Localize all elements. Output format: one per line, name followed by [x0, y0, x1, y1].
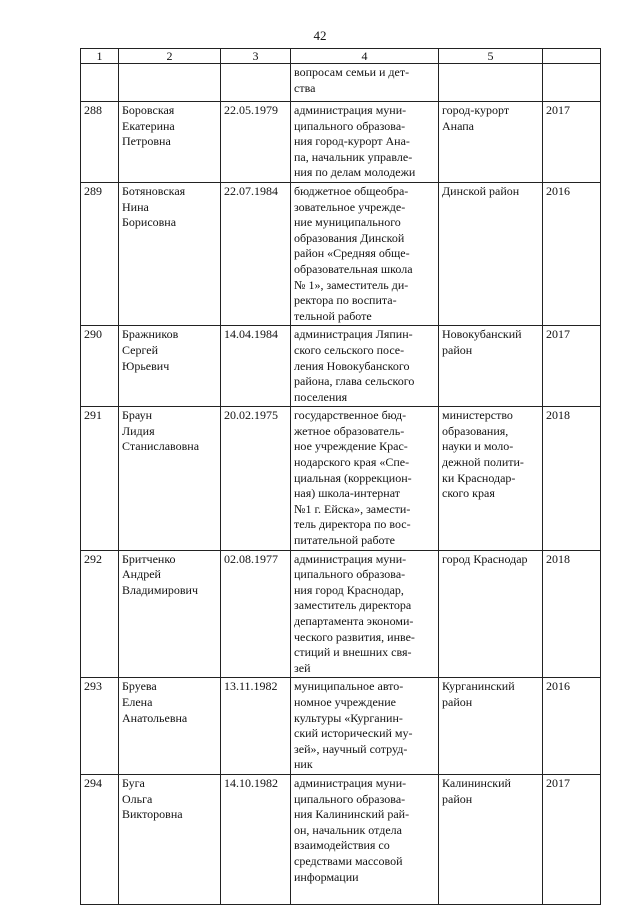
birth-date [221, 64, 291, 102]
table-row [81, 550, 601, 678]
territory: министерство образования, науки и моло- дежной полити- ки Краснодар- ского края [439, 407, 543, 550]
full-name: Бруева Елена Анатольевна [119, 678, 221, 775]
position: бюджетное общеобра- зовательное учрежде- ние муниципального образования Динской район «Средняя обще- образовательная школа № 1», заместитель ди- ректора по воспита- тельной работе [291, 182, 439, 325]
row-number: 293 [81, 678, 119, 775]
full-name [119, 64, 221, 102]
position: администрация муни- ципального образова- ния город Краснодар, заместитель директора департамента экономи- ческого развития, инве- стиций и внешних свя- зей [291, 550, 439, 678]
table-row [81, 326, 601, 407]
table-row [81, 678, 601, 775]
territory: Курганинский район [439, 678, 543, 775]
table-row [81, 407, 601, 550]
position: администрация муни- ципального образова- ния Калининский рай- он, начальник отдела взаимодействия со средствами массовой информации [291, 774, 439, 904]
position: муниципальное авто- номное учреждение культуры «Курганин- ский исторический му- зей», научный сотруд- ник [291, 678, 439, 775]
full-name: Буга Ольга Викторовна [119, 774, 221, 904]
position: государственное бюд- жетное образователь- ное учреждение Крас- нодарского края «Спе- циальная (коррекцион- ная) школа-интернат №1 г. Ейска», замести- тель директора по вос- питательной работе [291, 407, 439, 550]
row-number: 294 [81, 774, 119, 904]
year: 2018 [543, 407, 601, 550]
column-header-4: 4 [291, 49, 439, 64]
territory [439, 64, 543, 102]
year [543, 64, 601, 102]
row-number [81, 64, 119, 102]
territory: город Краснодар [439, 550, 543, 678]
birth-date: 14.10.1982 [221, 774, 291, 904]
birth-date: 22.05.1979 [221, 102, 291, 183]
table-row [81, 774, 601, 904]
full-name: Браун Лидия Станиславовна [119, 407, 221, 550]
table-row [81, 64, 601, 102]
table-row [81, 102, 601, 183]
full-name: Бритченко Андрей Владимирович [119, 550, 221, 678]
birth-date: 22.07.1984 [221, 182, 291, 325]
full-name: Ботяновская Нина Борисовна [119, 182, 221, 325]
registry-table [80, 48, 601, 905]
birth-date: 13.11.1982 [221, 678, 291, 775]
year: 2017 [543, 326, 601, 407]
position: администрация Ляпин- ского сельского посе- ления Новокубанского района, глава сельского поселения [291, 326, 439, 407]
year: 2016 [543, 182, 601, 325]
row-number: 292 [81, 550, 119, 678]
column-header-1: 1 [81, 49, 119, 64]
year: 2017 [543, 774, 601, 904]
row-number: 291 [81, 407, 119, 550]
year: 2016 [543, 678, 601, 775]
column-header-3: 3 [221, 49, 291, 64]
territory: город-курорт Анапа [439, 102, 543, 183]
birth-date: 02.08.1977 [221, 550, 291, 678]
full-name: Боровская Екатерина Петровна [119, 102, 221, 183]
column-header-5: 5 [439, 49, 543, 64]
row-number: 289 [81, 182, 119, 325]
position: вопросам семьи и дет- ства [291, 64, 439, 102]
position: администрация муни- ципального образова- ния город-курорт Ана- па, начальник управле- ния по делам молодежи [291, 102, 439, 183]
year: 2017 [543, 102, 601, 183]
territory: Калининский район [439, 774, 543, 904]
birth-date: 20.02.1975 [221, 407, 291, 550]
row-number: 288 [81, 102, 119, 183]
table-row [81, 182, 601, 325]
full-name: Бражников Сергей Юрьевич [119, 326, 221, 407]
page-number: 42 [313, 28, 327, 43]
column-header-2: 2 [119, 49, 221, 64]
row-number: 290 [81, 326, 119, 407]
territory: Динской район [439, 182, 543, 325]
header-row [81, 49, 601, 64]
birth-date: 14.04.1984 [221, 326, 291, 407]
column-header-6 [543, 49, 601, 64]
territory: Новокубанский район [439, 326, 543, 407]
year: 2018 [543, 550, 601, 678]
